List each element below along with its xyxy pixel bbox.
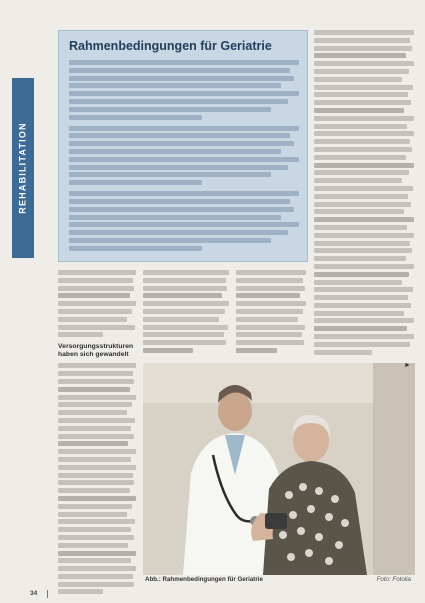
text-block-intro — [58, 270, 136, 337]
info-box-text-line — [69, 199, 290, 204]
section-heading: Versorgungsstrukturen haben sich gewandelt — [58, 343, 134, 359]
page-footer — [14, 588, 414, 600]
text-line — [236, 301, 306, 306]
text-line — [314, 342, 410, 347]
text-line — [58, 309, 132, 314]
text-line — [58, 286, 134, 291]
info-box-text-line — [69, 238, 271, 243]
text-line — [58, 434, 134, 439]
text-line — [314, 295, 408, 300]
text-line — [236, 293, 300, 298]
text-line — [236, 317, 298, 322]
text-line — [58, 457, 131, 462]
text-line — [314, 194, 408, 199]
text-line — [314, 30, 414, 35]
text-line — [314, 256, 406, 261]
text-line — [58, 543, 128, 548]
text-line — [314, 318, 414, 323]
continue-arrow-icon: ► — [404, 362, 411, 369]
text-line — [58, 449, 136, 454]
section-side-tab — [12, 78, 34, 258]
article-photo — [143, 363, 415, 575]
info-box-text-line — [69, 172, 271, 177]
text-line — [314, 186, 413, 191]
info-box-text-line — [69, 115, 202, 120]
text-line — [314, 178, 402, 183]
text-line — [58, 278, 133, 283]
info-box-text-line — [69, 76, 294, 81]
text-line — [58, 270, 136, 275]
info-box-text-line — [69, 68, 290, 73]
text-line — [314, 108, 404, 113]
text-line — [236, 348, 277, 353]
info-box-paragraph — [69, 191, 299, 251]
text-line — [58, 387, 130, 392]
info-box-text-line — [69, 149, 281, 154]
text-line — [314, 303, 411, 308]
text-column-right — [314, 30, 414, 360]
photo-credit: Foto: Fotolia — [376, 576, 411, 583]
info-box-text-line — [69, 215, 281, 220]
text-line — [58, 519, 135, 524]
text-line — [58, 496, 136, 501]
text-line — [314, 46, 412, 51]
text-line — [314, 233, 414, 238]
page-number: 34 — [30, 590, 38, 597]
text-line — [314, 287, 413, 292]
text-line — [314, 326, 407, 331]
text-line — [314, 225, 407, 230]
text-line — [58, 465, 136, 470]
text-line — [314, 124, 407, 129]
text-line — [58, 535, 134, 540]
text-line — [143, 278, 226, 283]
text-line — [314, 116, 414, 121]
text-line — [143, 286, 227, 291]
text-line — [58, 317, 127, 322]
text-line — [314, 155, 406, 160]
text-column-middle — [143, 270, 229, 360]
text-line — [314, 264, 414, 269]
info-box-text-line — [69, 60, 299, 65]
text-line — [314, 248, 412, 253]
info-box-text-line — [69, 246, 202, 251]
text-line — [314, 100, 411, 105]
text-line — [58, 504, 132, 509]
text-line — [58, 558, 131, 563]
text-line — [314, 139, 410, 144]
info-box-text-line — [69, 107, 271, 112]
info-box-title: Rahmenbedingungen für Geriatrie — [69, 39, 272, 53]
text-line — [58, 363, 136, 368]
info-box-text-line — [69, 157, 299, 162]
text-line — [314, 38, 410, 43]
section-tab-label: REHABILITATION — [18, 122, 28, 214]
text-line — [58, 512, 127, 517]
text-line — [58, 582, 134, 587]
info-box-text-line — [69, 99, 288, 104]
text-line — [143, 293, 222, 298]
info-box-text-line — [69, 133, 290, 138]
photo-caption-bar — [143, 575, 415, 585]
text-line — [143, 317, 219, 322]
info-box-text-line — [69, 141, 294, 146]
footer-separator — [47, 590, 48, 598]
text-line — [58, 441, 128, 446]
text-line — [236, 309, 303, 314]
info-box-text-line — [69, 165, 288, 170]
text-line — [58, 402, 132, 407]
text-line — [58, 371, 133, 376]
text-line — [236, 325, 305, 330]
text-line — [58, 332, 103, 337]
text-line — [314, 170, 409, 175]
text-line — [236, 286, 305, 291]
info-box-text-line — [69, 91, 299, 96]
text-line — [58, 527, 131, 532]
text-line — [314, 53, 406, 58]
text-line — [314, 272, 409, 277]
info-box-text-line — [69, 191, 299, 196]
text-line — [314, 350, 372, 355]
text-line — [314, 209, 404, 214]
text-line — [314, 131, 414, 136]
info-box-body — [69, 60, 299, 251]
info-box-text-line — [69, 207, 294, 212]
text-line — [236, 332, 302, 337]
text-line — [58, 293, 130, 298]
text-line — [58, 488, 130, 493]
text-line — [314, 311, 404, 316]
text-line — [143, 340, 226, 345]
text-line — [58, 301, 136, 306]
text-line — [58, 473, 133, 478]
text-line — [143, 301, 229, 306]
text-column-middle-right — [236, 270, 306, 360]
info-box-text-line — [69, 83, 281, 88]
text-line — [58, 480, 134, 485]
text-block-body — [58, 363, 136, 594]
info-box-text-line — [69, 230, 288, 235]
text-line — [314, 77, 402, 82]
text-line — [314, 92, 408, 97]
text-line — [58, 574, 133, 579]
text-line — [314, 280, 402, 285]
info-box-text-line — [69, 126, 299, 131]
text-line — [314, 69, 409, 74]
text-line — [143, 348, 193, 353]
text-line — [58, 426, 131, 431]
text-column-left — [58, 270, 136, 585]
text-line — [314, 241, 410, 246]
photo-caption: Abb.: Rahmenbedingungen für Geriatrie — [145, 576, 263, 583]
info-box-text-line — [69, 222, 299, 227]
text-line — [58, 379, 134, 384]
text-line — [58, 551, 136, 556]
text-line — [143, 309, 225, 314]
info-box — [58, 30, 308, 262]
text-line — [314, 217, 414, 222]
text-line — [236, 270, 306, 275]
text-line — [58, 410, 127, 415]
photo-illustration — [143, 363, 415, 575]
text-line — [236, 340, 304, 345]
text-line — [143, 332, 224, 337]
text-line — [58, 566, 136, 571]
text-line — [314, 85, 413, 90]
text-line — [143, 325, 228, 330]
text-line — [236, 278, 303, 283]
info-box-text-line — [69, 180, 202, 185]
text-line — [58, 418, 135, 423]
text-line — [314, 334, 414, 339]
text-line — [314, 147, 412, 152]
text-line — [58, 325, 135, 330]
text-line — [314, 163, 414, 168]
text-line — [143, 270, 229, 275]
text-line — [314, 202, 411, 207]
info-box-paragraph — [69, 60, 299, 120]
info-box-paragraph — [69, 126, 299, 186]
text-line — [314, 61, 414, 66]
text-line — [58, 395, 136, 400]
